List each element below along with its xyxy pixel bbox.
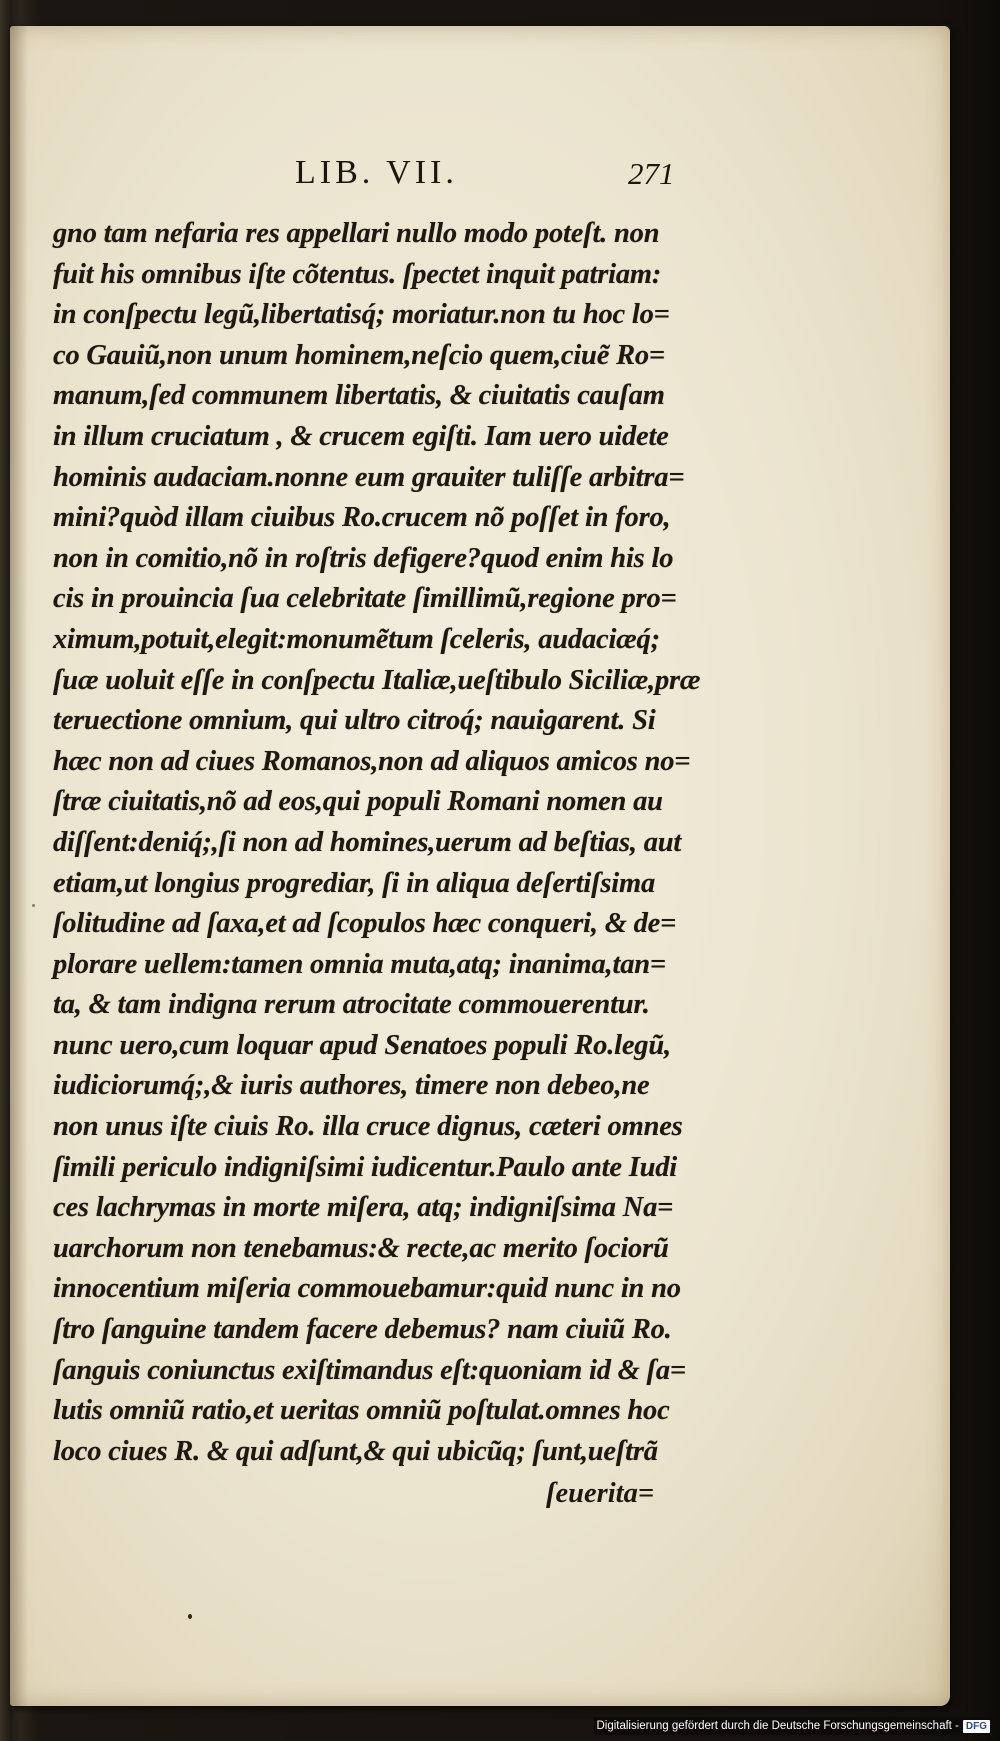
text-line: in illum cruciatum , & crucem egiſti. Iam uero uidete	[53, 420, 669, 452]
text-line: ces lachrymas in morte miſera, atq; indigniſsima Na=	[53, 1192, 674, 1224]
text-line: ximum,potuit,elegit:monumẽtum ſceleris, audaciæq́;	[53, 623, 660, 655]
page-sheet	[10, 26, 950, 1706]
running-head-title: LIB. VII.	[295, 154, 458, 191]
paper-blemish	[32, 904, 35, 907]
text-line: mini?quòd illam ciuibus Ro.crucem nõ poſſet in foro,	[53, 502, 671, 534]
text-line: hæc non ad ciues Romanos,non ad aliquos amicos no=	[53, 745, 691, 777]
catchword: ſeuerita=	[546, 1478, 655, 1509]
text-line: teruectione omnium, qui ultro citroq́; nauigarent. Si	[53, 705, 656, 737]
text-line: gno tam nefaria res appellari nullo modo poteſt. non	[53, 218, 660, 249]
text-line: diſſent:deniq́;,ſi non ad homines,uerum ad beſtias, aut	[53, 826, 682, 858]
body-text	[53, 214, 713, 1472]
text-line: loco ciues R. & qui adſunt,& qui ubicũq; ſunt,ueſtrã	[53, 1435, 658, 1467]
digitization-credit	[594, 1717, 992, 1735]
running-head	[50, 154, 690, 194]
text-line: manum,ſed communem libertatis, & ciuitatis cauſam	[53, 380, 665, 412]
text-line: innocentium miſeria commouebamur:quid nunc in no	[53, 1273, 681, 1305]
text-line: cis in prouincia ſua celebritate ſimillimũ,regione pro=	[53, 583, 677, 615]
text-line: ta, & tam indigna rerum atrocitate commouerentur.	[53, 989, 650, 1021]
text-line: plorare uellem:tamen omnia muta,atq; inanima,tan=	[53, 948, 666, 980]
text-line: etiam,ut longius progrediar, ſi in aliqua deſertiſsima	[53, 867, 656, 899]
folio-number: 271	[628, 156, 675, 191]
text-line: co Gauiũ,non unum hominem,neſcio quem,ciuẽ Ro=	[53, 339, 665, 371]
text-line: ſolitudine ad ſaxa,et ad ſcopulos hæc conqueri, & de=	[53, 908, 677, 940]
text-line: non in comitio,nõ in roſtris defigere?quod enim his lo	[53, 542, 674, 574]
dfg-logo: DFG	[963, 1720, 990, 1733]
text-line: ſimili periculo indigniſsimi iudicentur.Paulo ante Iudi	[53, 1151, 678, 1183]
text-line: non unus iſte ciuis Ro. illa cruce dignus, cæteri omnes	[53, 1111, 683, 1143]
text-line: uarchorum non tenebamus:& recte,ac merito ſociorũ	[53, 1232, 669, 1264]
text-line: in conſpectu legũ,libertatisq́; moriatur.non tu hoc lo=	[53, 299, 670, 331]
credit-text: Digitalisierung gefördert durch die Deutsche Forschungsgemeinschaft -	[596, 1720, 959, 1732]
text-line: nunc uero,cum loquar apud Senatoes populi Ro.legũ,	[53, 1029, 671, 1061]
text-line: lutis omniũ ratio,et ueritas omniũ poſtulat.omnes hoc	[53, 1395, 670, 1427]
text-line: hominis audaciam.nonne eum grauiter tuliſſe arbitra=	[53, 461, 685, 493]
text-line: fuit his omnibus iſte cõtentus. ſpectet inquit patriam:	[53, 258, 662, 290]
ink-speck	[188, 1614, 192, 1619]
text-line: ſtro ſanguine tandem facere debemus? nam ciuiũ Ro.	[53, 1314, 672, 1346]
text-line: iudiciorumq́;,& iuris authores, timere non debeo,ne	[53, 1070, 650, 1102]
text-line: ſanguis coniunctus exiſtimandus eſt:quoniam id & ſa=	[53, 1354, 686, 1386]
text-line: ſuæ uoluit eſſe in conſpectu Italiæ,ueſtibulo Siciliæ,præ	[53, 664, 701, 696]
text-line: ſtræ ciuitatis,nõ ad eos,qui populi Romani nomen au	[53, 786, 663, 818]
